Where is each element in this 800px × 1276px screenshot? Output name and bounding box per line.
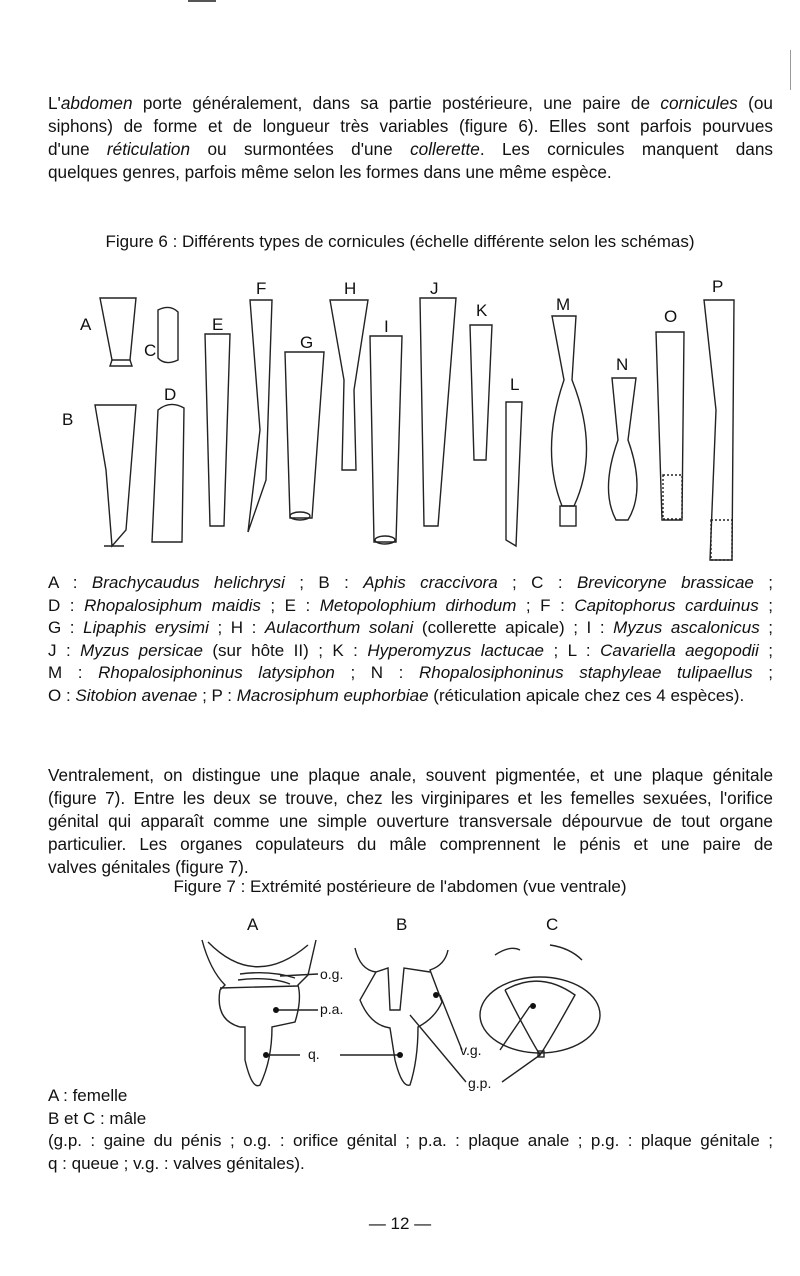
label-P: P bbox=[712, 277, 724, 296]
annotation-vg: v.g. bbox=[460, 1042, 482, 1058]
legend-line: (g.p. : gaine du pénis ; o.g. : orifice génital ; p.a. : plaque anale ; p.g. : plaque génitale ; bbox=[48, 1131, 773, 1151]
label-N: N bbox=[616, 355, 629, 374]
page-number: — 12 — bbox=[368, 1214, 432, 1233]
legend-text: D : bbox=[48, 595, 85, 615]
legend-line bbox=[48, 572, 773, 595]
figure7-caption: Figure 7 : Extrémité postérieure de l'abdomen (vue ventrale) bbox=[173, 877, 627, 896]
label-G: G bbox=[300, 333, 314, 352]
species-name: Myzus ascalonicus bbox=[613, 618, 760, 638]
species-name: Aphis craccivora bbox=[363, 573, 498, 592]
legend-text: ; bbox=[758, 640, 774, 660]
legend-text: ; N : bbox=[334, 663, 419, 683]
label-F: F bbox=[256, 279, 267, 298]
legend-text: ; E : bbox=[260, 595, 320, 615]
species-name: Brachycaudus helichrysi bbox=[91, 573, 285, 592]
species-name: Aulacorthum solani bbox=[264, 618, 414, 638]
species-name: Sitobion avenae bbox=[75, 685, 198, 705]
paragraph-ventral: Ventralement, on distingue une plaque anale, souvent pigmentée, et une plaque génitale (figure 7). Entre les deux se trouve, chez les virginipares et les femelles sexuées, l'orifice génital qui apparaît comme une simple ouverture transversale dépourvue de tout organe particulier. Les organes copulateurs du mâle comprennent le pénis et une paire de valves génitales (figure 7). bbox=[48, 765, 773, 877]
label-H: H bbox=[344, 279, 357, 298]
legend-line bbox=[48, 685, 773, 708]
label-O: O bbox=[664, 307, 678, 326]
scan-mark bbox=[790, 50, 791, 90]
legend-line: q : queue ; v.g. : valves génitales). bbox=[48, 1153, 305, 1173]
legend-line bbox=[48, 617, 773, 640]
legend-text: ; bbox=[758, 595, 773, 615]
species-name: Rhopalosiphoninus latysiphon bbox=[98, 663, 335, 683]
figure7-legend bbox=[48, 1085, 773, 1175]
legend-text: ; C : bbox=[497, 573, 577, 592]
annotation-q: q. bbox=[308, 1046, 320, 1062]
legend-text: O : bbox=[48, 685, 76, 705]
species-name: Metopolophium dirhodum bbox=[319, 595, 517, 615]
legend-text: ; bbox=[753, 573, 773, 592]
legend-text: ; H : bbox=[208, 618, 265, 638]
label-E: E bbox=[212, 315, 224, 334]
species-name: Rhopalosiphoninus staphyleae tulipaellus bbox=[419, 663, 753, 683]
legend-line: A : femelle bbox=[48, 1086, 128, 1105]
species-name: Macrosiphum euphorbiae bbox=[236, 685, 429, 705]
label-B: B bbox=[62, 410, 74, 429]
label-C: C bbox=[144, 341, 157, 360]
label-I: I bbox=[384, 317, 389, 336]
annotation-pa: p.a. bbox=[320, 1001, 344, 1017]
panel-A-label: A bbox=[247, 915, 259, 934]
label-L: L bbox=[510, 375, 520, 394]
legend-text: G : bbox=[48, 618, 84, 638]
species-name: Rhopalosiphum maidis bbox=[84, 595, 261, 615]
legend-text: ; F : bbox=[516, 595, 575, 615]
legend-text: (collerette apicale) ; I : bbox=[413, 618, 614, 638]
annotation-og: o.g. bbox=[320, 966, 344, 982]
panel-C-label: C bbox=[546, 915, 559, 934]
species-name: Brevicoryne brassicae bbox=[576, 573, 754, 592]
species-name: Hyperomyzus lactucae bbox=[367, 640, 545, 660]
legend-text: ; bbox=[752, 663, 773, 683]
scan-mark bbox=[188, 0, 216, 2]
legend-text: A : bbox=[48, 573, 92, 592]
legend-line: B et C : mâle bbox=[48, 1108, 147, 1128]
paragraph-abdomen: L'abdomen porte généralement, dans sa partie postérieure, une paire de cornicules (ou siphons) de forme et de longueur très variables (figure 6). Elles sont parfois pourvues d'une réticulation ou surmontées d'une collerette. Les cornicules manquent dans quelques genres, parfois même selon les formes dans une même espèce. bbox=[48, 93, 773, 182]
label-J: J bbox=[430, 279, 439, 298]
legend-text: ; L : bbox=[544, 640, 601, 660]
legend-text: ; P : bbox=[197, 685, 237, 705]
figure6-cornicules-drawing bbox=[0, 270, 800, 570]
label-M: M bbox=[556, 295, 571, 314]
species-name: Lipaphis erysimi bbox=[83, 618, 209, 638]
legend-text: (réticulation apicale chez ces 4 espèces). bbox=[428, 685, 745, 705]
label-D: D bbox=[164, 385, 177, 404]
legend-line bbox=[48, 640, 773, 663]
species-name: Myzus persicae bbox=[80, 640, 203, 660]
legend-text: ; bbox=[759, 618, 774, 638]
figure6-legend bbox=[48, 572, 773, 708]
legend-line bbox=[48, 662, 773, 685]
legend-text: M : bbox=[48, 663, 99, 683]
legend-text: ; B : bbox=[284, 573, 364, 592]
legend-text: J : bbox=[48, 640, 81, 660]
figure6-caption: Figure 6 : Différents types de cornicules (échelle différente selon les schémas) bbox=[105, 232, 695, 251]
label-K: K bbox=[476, 301, 488, 320]
species-name: Cavariella aegopodii bbox=[600, 640, 759, 660]
legend-line bbox=[48, 595, 773, 618]
figure7-abdomen-drawing bbox=[190, 910, 640, 1100]
species-name: Capitophorus carduinus bbox=[574, 595, 759, 615]
label-A: A bbox=[80, 315, 92, 334]
legend-text: (sur hôte II) ; K : bbox=[202, 640, 368, 660]
annotation-gp: g.p. bbox=[468, 1075, 492, 1091]
panel-B-label: B bbox=[396, 915, 408, 934]
